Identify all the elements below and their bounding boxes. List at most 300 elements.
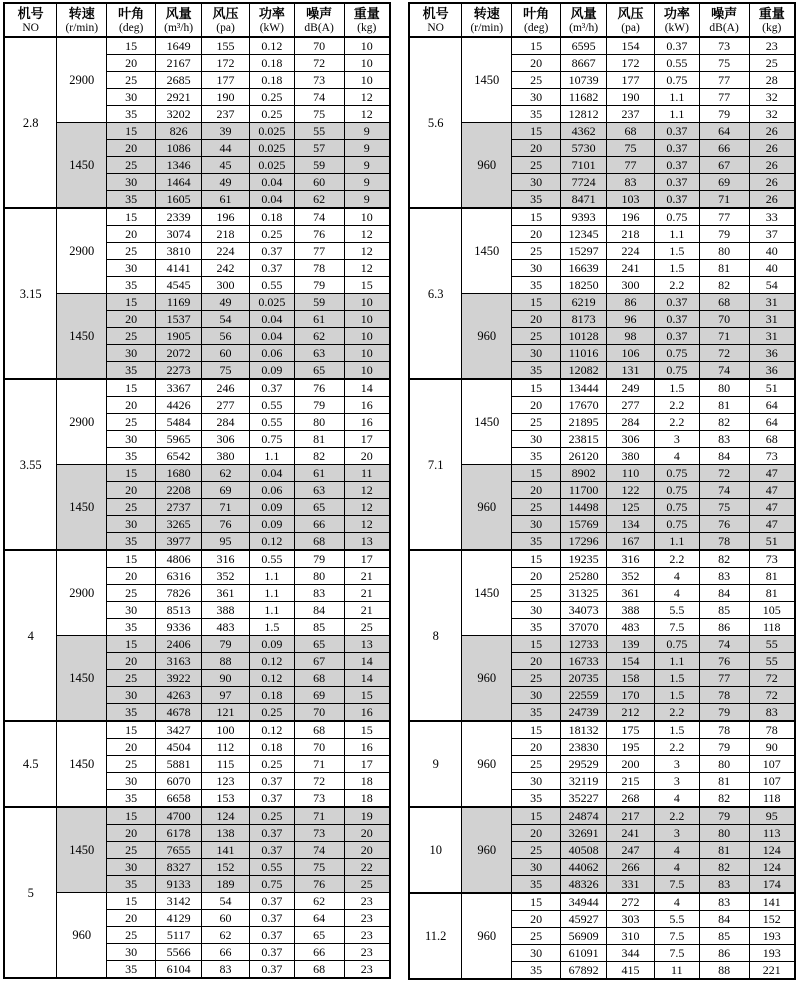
cell-volume: 18250: [561, 277, 607, 294]
cell-angle: 25: [107, 72, 156, 89]
cell-power: 0.37: [249, 825, 294, 842]
cell-power: 1.1: [654, 653, 699, 670]
column-header-angle: [107, 3, 156, 37]
cell-weight: 193: [749, 928, 795, 945]
cell-noise: 73: [699, 37, 749, 55]
cell-pressure: 90: [202, 670, 250, 687]
cell-weight: 73: [749, 448, 795, 465]
cell-volume: 6542: [156, 448, 202, 465]
cell-noise: 70: [294, 739, 344, 756]
cell-weight: 36: [749, 345, 795, 362]
cell-noise: 81: [699, 773, 749, 790]
cell-angle: 25: [512, 157, 561, 174]
cell-angle: 35: [107, 619, 156, 636]
cell-volume: 12812: [561, 106, 607, 123]
cell-power: 0.75: [654, 516, 699, 533]
cell-noise: 78: [294, 260, 344, 277]
cell-noise: 86: [699, 619, 749, 636]
cell-angle: 25: [107, 243, 156, 260]
cell-volume: 6316: [156, 568, 202, 585]
cell-pressure: 415: [607, 962, 655, 980]
column-header-zh: 机号: [17, 6, 44, 21]
cell-volume: 34944: [561, 893, 607, 911]
machine-no-cell: 3.15: [4, 208, 57, 379]
cell-pressure: 95: [202, 533, 250, 551]
cell-angle: 20: [107, 226, 156, 243]
cell-noise: 66: [699, 140, 749, 157]
table-row: [4, 807, 390, 825]
cell-volume: 5566: [156, 944, 202, 961]
speed-cell: 1450: [57, 807, 107, 893]
cell-power: 0.37: [249, 842, 294, 859]
cell-weight: 26: [749, 191, 795, 209]
cell-volume: 1086: [156, 140, 202, 157]
cell-noise: 66: [294, 944, 344, 961]
cell-angle: 15: [107, 379, 156, 397]
cell-power: 5.5: [654, 602, 699, 619]
speed-cell: 960: [462, 123, 512, 209]
speed-cell: 960: [57, 893, 107, 979]
cell-angle: 20: [512, 311, 561, 328]
cell-angle: 20: [512, 653, 561, 670]
cell-volume: 32119: [561, 773, 607, 790]
cell-pressure: 60: [202, 345, 250, 362]
cell-volume: 1649: [156, 37, 202, 55]
cell-power: 2.2: [654, 807, 699, 825]
cell-angle: 15: [107, 636, 156, 653]
cell-angle: 35: [512, 533, 561, 551]
cell-volume: 12082: [561, 362, 607, 380]
cell-noise: 83: [699, 568, 749, 585]
column-header-en: (kg): [357, 22, 377, 34]
cell-volume: 8173: [561, 311, 607, 328]
cell-pressure: 388: [607, 602, 655, 619]
cell-power: 0.06: [249, 345, 294, 362]
table-row: [4, 379, 390, 397]
cell-angle: 30: [512, 859, 561, 876]
cell-pressure: 103: [607, 191, 655, 209]
cell-pressure: 284: [202, 414, 250, 431]
cell-power: 0.25: [249, 756, 294, 773]
cell-weight: 10: [344, 328, 390, 345]
cell-angle: 35: [107, 704, 156, 722]
cell-pressure: 272: [607, 893, 655, 911]
table-row: [409, 37, 795, 55]
cell-weight: 118: [749, 790, 795, 808]
cell-angle: 30: [107, 859, 156, 876]
cell-volume: 16639: [561, 260, 607, 277]
cell-pressure: 62: [202, 927, 250, 944]
cell-angle: 25: [512, 842, 561, 859]
cell-volume: 18132: [561, 721, 607, 739]
cell-angle: 20: [512, 825, 561, 842]
cell-volume: 2737: [156, 499, 202, 516]
cell-pressure: 237: [202, 106, 250, 123]
cell-angle: 35: [107, 961, 156, 979]
cell-power: 0.04: [249, 328, 294, 345]
cell-weight: 23: [344, 944, 390, 961]
cell-power: 0.37: [654, 328, 699, 345]
cell-power: 2.2: [654, 414, 699, 431]
cell-angle: 15: [512, 550, 561, 568]
cell-pressure: 241: [607, 260, 655, 277]
cell-noise: 59: [294, 157, 344, 174]
cell-volume: 44062: [561, 859, 607, 876]
cell-noise: 85: [699, 602, 749, 619]
column-header-zh: 风压: [212, 6, 239, 21]
cell-weight: 47: [749, 516, 795, 533]
machine-no-cell: 3.55: [4, 379, 57, 550]
machine-no-cell: 4.5: [4, 721, 57, 807]
speed-cell: 1450: [57, 123, 107, 209]
cell-volume: 2921: [156, 89, 202, 106]
cell-noise: 70: [294, 37, 344, 55]
cell-weight: 31: [749, 311, 795, 328]
cell-noise: 75: [699, 55, 749, 72]
table-row: [409, 379, 795, 397]
cell-power: 0.025: [249, 123, 294, 140]
cell-noise: 75: [294, 859, 344, 876]
cell-weight: 31: [749, 294, 795, 311]
cell-weight: 21: [344, 568, 390, 585]
cell-pressure: 62: [202, 465, 250, 482]
cell-angle: 35: [107, 191, 156, 209]
cell-weight: 20: [344, 825, 390, 842]
cell-volume: 23830: [561, 739, 607, 756]
cell-volume: 3810: [156, 243, 202, 260]
column-header-zh: 重量: [353, 6, 380, 21]
cell-power: 7.5: [654, 619, 699, 636]
cell-weight: 47: [749, 482, 795, 499]
cell-power: 0.55: [249, 859, 294, 876]
machine-no-cell: 6.3: [409, 208, 462, 379]
column-header-speed: [57, 3, 107, 37]
cell-noise: 65: [294, 636, 344, 653]
cell-noise: 74: [699, 482, 749, 499]
cell-noise: 68: [699, 294, 749, 311]
cell-angle: 15: [512, 37, 561, 55]
speed-cell: 2900: [57, 208, 107, 294]
cell-noise: 69: [294, 687, 344, 704]
cell-volume: 1537: [156, 311, 202, 328]
cell-volume: 20735: [561, 670, 607, 687]
cell-power: 0.37: [654, 157, 699, 174]
cell-angle: 20: [512, 911, 561, 928]
cell-noise: 79: [699, 739, 749, 756]
cell-angle: 15: [107, 721, 156, 739]
cell-power: 0.37: [249, 927, 294, 944]
cell-power: 2.2: [654, 704, 699, 722]
cell-noise: 79: [699, 807, 749, 825]
cell-power: 0.75: [249, 876, 294, 893]
cell-pressure: 71: [202, 499, 250, 516]
cell-volume: 7101: [561, 157, 607, 174]
cell-weight: 73: [749, 550, 795, 568]
cell-volume: 1905: [156, 328, 202, 345]
cell-weight: 47: [749, 499, 795, 516]
table-row: [409, 123, 795, 140]
cell-weight: 15: [344, 721, 390, 739]
cell-angle: 25: [107, 927, 156, 944]
cell-weight: 221: [749, 962, 795, 980]
cell-angle: 35: [512, 448, 561, 465]
column-header-zh: 重量: [758, 6, 785, 21]
cell-noise: 64: [294, 910, 344, 927]
cell-pressure: 361: [607, 585, 655, 602]
cell-pressure: 56: [202, 328, 250, 345]
cell-weight: 16: [344, 414, 390, 431]
cell-power: 1.5: [654, 260, 699, 277]
cell-noise: 72: [294, 55, 344, 72]
cell-power: 0.12: [249, 37, 294, 55]
cell-volume: 2406: [156, 636, 202, 653]
cell-pressure: 139: [607, 636, 655, 653]
cell-power: 0.09: [249, 362, 294, 380]
cell-weight: 13: [344, 636, 390, 653]
cell-angle: 15: [512, 893, 561, 911]
cell-power: 1.1: [249, 568, 294, 585]
machine-no-cell: 11.2: [409, 893, 462, 979]
cell-volume: 11682: [561, 89, 607, 106]
cell-pressure: 61: [202, 191, 250, 209]
cell-volume: 4678: [156, 704, 202, 722]
cell-pressure: 153: [202, 790, 250, 808]
column-header-en: (deg): [119, 22, 144, 34]
machine-no-cell: 2.8: [4, 37, 57, 208]
cell-volume: 5117: [156, 927, 202, 944]
cell-angle: 30: [512, 945, 561, 962]
cell-weight: 40: [749, 243, 795, 260]
cell-angle: 25: [512, 328, 561, 345]
cell-pressure: 112: [202, 739, 250, 756]
cell-power: 4: [654, 859, 699, 876]
cell-volume: 10128: [561, 328, 607, 345]
machine-no-cell: 5.6: [409, 37, 462, 208]
cell-pressure: 224: [607, 243, 655, 260]
cell-weight: 25: [344, 619, 390, 636]
cell-noise: 79: [294, 397, 344, 414]
cell-noise: 71: [699, 328, 749, 345]
cell-weight: 12: [344, 516, 390, 533]
cell-pressure: 172: [202, 55, 250, 72]
cell-noise: 85: [699, 928, 749, 945]
table-row: [4, 893, 390, 910]
cell-power: 1.1: [249, 602, 294, 619]
cell-noise: 79: [699, 226, 749, 243]
cell-weight: 17: [344, 756, 390, 773]
column-header-en: (deg): [524, 22, 549, 34]
table-row: [4, 208, 390, 226]
cell-pressure: 66: [202, 944, 250, 961]
cell-noise: 81: [699, 397, 749, 414]
cell-weight: 47: [749, 465, 795, 482]
cell-power: 0.55: [249, 277, 294, 294]
cell-power: 1.1: [249, 585, 294, 602]
cell-weight: 10: [344, 362, 390, 380]
cell-noise: 82: [294, 448, 344, 465]
cell-noise: 88: [699, 962, 749, 980]
speed-cell: 1450: [462, 379, 512, 465]
cell-weight: 18: [344, 773, 390, 790]
cell-noise: 73: [294, 72, 344, 89]
cell-volume: 56909: [561, 928, 607, 945]
speed-cell: 2900: [57, 37, 107, 123]
cell-noise: 84: [699, 911, 749, 928]
cell-power: 4: [654, 842, 699, 859]
column-header-en: NO: [427, 22, 444, 34]
cell-weight: 12: [344, 243, 390, 260]
cell-pressure: 134: [607, 516, 655, 533]
cell-power: 0.04: [249, 191, 294, 209]
cell-angle: 20: [512, 568, 561, 585]
cell-noise: 83: [699, 893, 749, 911]
table-row: [409, 807, 795, 825]
cell-noise: 75: [294, 106, 344, 123]
cell-weight: 10: [344, 294, 390, 311]
cell-pressure: 152: [202, 859, 250, 876]
cell-noise: 63: [294, 482, 344, 499]
cell-power: 1.5: [249, 619, 294, 636]
cell-angle: 35: [107, 448, 156, 465]
cell-angle: 20: [107, 910, 156, 927]
cell-pressure: 196: [607, 208, 655, 226]
speed-cell: 960: [462, 721, 512, 807]
cell-weight: 9: [344, 191, 390, 209]
table-row: [409, 465, 795, 482]
cell-noise: 72: [699, 465, 749, 482]
cell-pressure: 195: [607, 739, 655, 756]
cell-pressure: 49: [202, 174, 250, 191]
cell-weight: 23: [344, 927, 390, 944]
cell-noise: 69: [699, 174, 749, 191]
column-header-angle: [512, 3, 561, 37]
cell-angle: 35: [512, 106, 561, 123]
cell-angle: 35: [107, 362, 156, 380]
cell-pressure: 60: [202, 910, 250, 927]
cell-angle: 15: [512, 294, 561, 311]
cell-angle: 30: [107, 687, 156, 704]
cell-pressure: 115: [202, 756, 250, 773]
table-header: [4, 3, 390, 37]
cell-weight: 23: [344, 893, 390, 910]
cell-power: 0.37: [249, 260, 294, 277]
cell-noise: 65: [294, 362, 344, 380]
cell-angle: 25: [107, 842, 156, 859]
cell-angle: 15: [107, 294, 156, 311]
table-row: [4, 37, 390, 55]
cell-volume: 7724: [561, 174, 607, 191]
cell-noise: 79: [294, 550, 344, 568]
cell-pressure: 83: [202, 961, 250, 979]
speed-cell: 1450: [462, 37, 512, 123]
cell-weight: 40: [749, 260, 795, 277]
cell-power: 2.2: [654, 739, 699, 756]
cell-angle: 30: [512, 431, 561, 448]
cell-volume: 6070: [156, 773, 202, 790]
cell-volume: 45927: [561, 911, 607, 928]
cell-volume: 1169: [156, 294, 202, 311]
cell-power: 0.18: [249, 208, 294, 226]
cell-power: 0.025: [249, 140, 294, 157]
cell-angle: 15: [107, 893, 156, 910]
cell-pressure: 352: [202, 568, 250, 585]
cell-volume: 8667: [561, 55, 607, 72]
cell-angle: 30: [107, 602, 156, 619]
cell-angle: 20: [512, 739, 561, 756]
cell-pressure: 172: [607, 55, 655, 72]
cell-volume: 19235: [561, 550, 607, 568]
cell-volume: 5730: [561, 140, 607, 157]
table-row: [4, 465, 390, 482]
cell-weight: 107: [749, 756, 795, 773]
cell-power: 0.75: [654, 362, 699, 380]
cell-angle: 20: [107, 568, 156, 585]
cell-pressure: 96: [607, 311, 655, 328]
cell-volume: 13444: [561, 379, 607, 397]
cell-angle: 35: [512, 962, 561, 980]
table-row: [409, 550, 795, 568]
cell-pressure: 69: [202, 482, 250, 499]
cell-weight: 81: [749, 568, 795, 585]
table-row: [4, 123, 390, 140]
cell-power: 1.1: [654, 226, 699, 243]
cell-volume: 10739: [561, 72, 607, 89]
cell-weight: 26: [749, 157, 795, 174]
cell-noise: 72: [294, 773, 344, 790]
cell-power: 1.1: [249, 448, 294, 465]
column-header-en: (m³/h): [164, 22, 194, 34]
cell-volume: 61091: [561, 945, 607, 962]
machine-no-cell: 8: [409, 550, 462, 721]
cell-noise: 68: [294, 670, 344, 687]
cell-noise: 74: [699, 362, 749, 380]
cell-volume: 8471: [561, 191, 607, 209]
cell-weight: 16: [344, 704, 390, 722]
cell-power: 0.09: [249, 499, 294, 516]
column-header-zh: 功率: [258, 6, 285, 21]
cell-weight: 23: [749, 37, 795, 55]
cell-pressure: 300: [607, 277, 655, 294]
cell-angle: 15: [107, 807, 156, 825]
column-header-noise: [699, 3, 749, 37]
cell-noise: 61: [294, 311, 344, 328]
cell-weight: 55: [749, 636, 795, 653]
cell-pressure: 86: [607, 294, 655, 311]
cell-volume: 9133: [156, 876, 202, 893]
cell-noise: 83: [699, 431, 749, 448]
column-header-zh: 转速: [473, 6, 500, 21]
cell-noise: 65: [294, 499, 344, 516]
cell-volume: 9336: [156, 619, 202, 636]
cell-power: 0.18: [249, 72, 294, 89]
cell-angle: 25: [512, 928, 561, 945]
cell-noise: 78: [699, 721, 749, 739]
speed-cell: 1450: [462, 550, 512, 636]
cell-power: 0.75: [654, 208, 699, 226]
column-header-weight: [749, 3, 795, 37]
column-header-zh: 噪声: [711, 6, 738, 21]
cell-noise: 76: [699, 516, 749, 533]
cell-noise: 84: [699, 585, 749, 602]
cell-pressure: 88: [202, 653, 250, 670]
cell-power: 11: [654, 962, 699, 980]
cell-noise: 74: [294, 89, 344, 106]
cell-power: 4: [654, 585, 699, 602]
cell-volume: 25280: [561, 568, 607, 585]
cell-angle: 25: [512, 756, 561, 773]
cell-power: 0.25: [249, 106, 294, 123]
cell-weight: 12: [344, 499, 390, 516]
